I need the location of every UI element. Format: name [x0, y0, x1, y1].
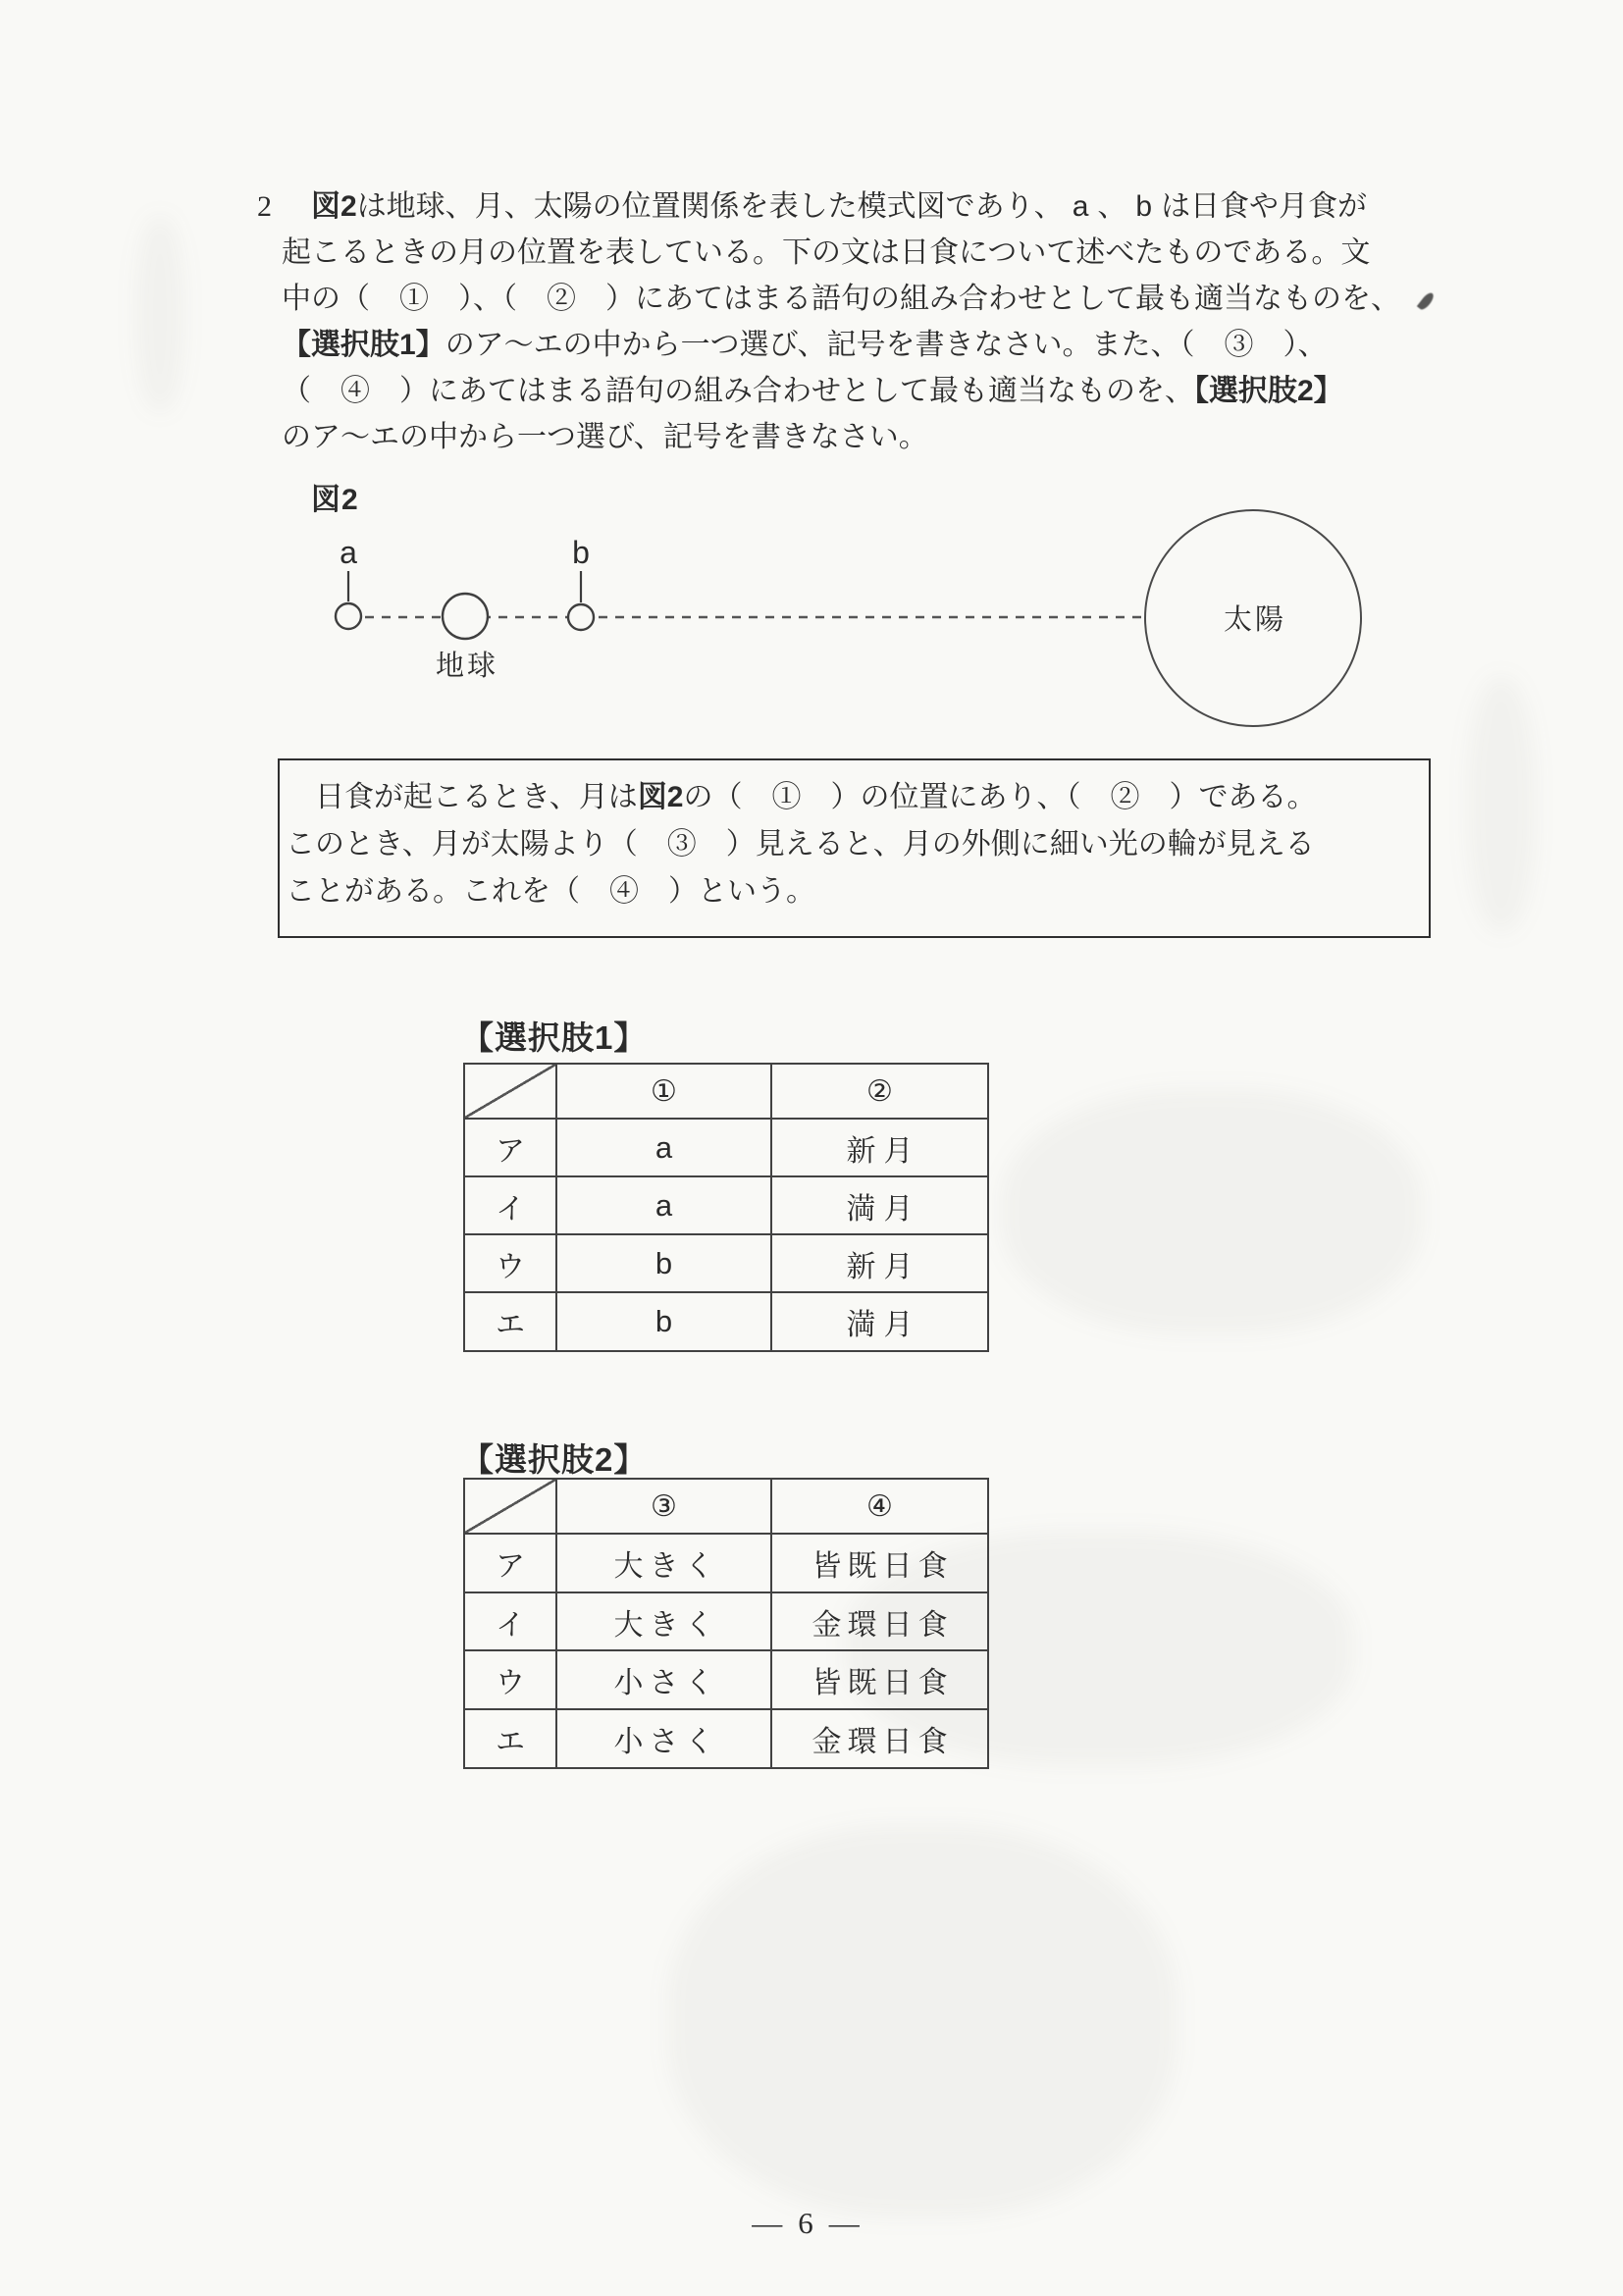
row-key: ウ — [465, 1651, 557, 1710]
page-number: 6 — [798, 2206, 813, 2240]
scan-artifact — [1001, 1089, 1423, 1334]
row-key: ア — [465, 1120, 557, 1177]
statement-text: 日食が起こるとき、月は — [286, 781, 638, 813]
row-key: ア — [465, 1535, 557, 1593]
choices2-title: 【選択肢2】 — [461, 1441, 648, 1478]
sun-label: 太陽 — [1223, 604, 1287, 636]
statement-text: の（ ① ）の位置にあり、（ ② ）である。 — [683, 781, 1317, 813]
choice-cell: 小さく — [557, 1710, 772, 1767]
choice-cell: 皆既日食 — [772, 1651, 987, 1710]
statement-box — [278, 758, 1431, 938]
choices1-title: 【選択肢1】 — [461, 1019, 648, 1056]
scan-artifact — [667, 1825, 1178, 2218]
figure-ref: 図2 — [637, 781, 684, 813]
question-line-1 — [257, 183, 1493, 230]
row-key: イ — [465, 1177, 557, 1235]
choices2-table — [463, 1478, 989, 1769]
point-a-label: a — [340, 535, 357, 570]
earth-label: 地球 — [435, 651, 499, 682]
header-cell-col1: ① — [557, 1065, 772, 1120]
choice-cell: b — [557, 1293, 772, 1350]
row-key: ウ — [465, 1235, 557, 1293]
question-line-4 — [282, 322, 1493, 368]
footer-dash-left: — — [752, 2206, 783, 2240]
choice-cell: 大きく — [557, 1593, 772, 1651]
earth-circle — [443, 594, 488, 639]
question-number: 2 — [257, 190, 272, 223]
statement-line-3 — [286, 868, 1415, 915]
question-line-5 — [282, 368, 1493, 414]
question-text: は地球、月、太陽の位置関係を表した模式図であり、 — [356, 190, 1064, 223]
question-text: （ ④ ）にあてはまる語句の組み合わせとして最も適当なものを、 — [282, 375, 1194, 407]
choice-cell: 金環日食 — [812, 1726, 954, 1758]
point-b-ref: b — [1135, 190, 1153, 223]
question-text: は日食や月食が — [1161, 190, 1368, 223]
question-text: 中の（ ① ）、（ ② ）にあてはまる語句の組み合わせとして最も適当なものを、 — [282, 283, 1400, 315]
statement-text: このとき、月が太陽より（ ③ ）見えると、月の外側に細い光の輪が見える — [286, 828, 1315, 861]
choice-cell: 大きく — [557, 1535, 772, 1593]
statement-text: ことがある。これを（ ④ ）という。 — [286, 875, 815, 908]
row-key: エ — [465, 1710, 557, 1767]
point-b-label: b — [572, 535, 590, 570]
question-line-2 — [282, 230, 1493, 276]
figure2-title: 図2 — [311, 484, 359, 516]
choice-cell: 皆既日食 — [772, 1535, 987, 1593]
question-text: のア～エの中から一つ選び、記号を書きなさい。また、（ ③ ）、 — [445, 329, 1328, 361]
moon-position-a-circle — [336, 603, 361, 629]
choices2-ref: 【選択肢2】 — [1194, 375, 1343, 407]
page-footer — [0, 2206, 1617, 2241]
row-key: エ — [465, 1293, 557, 1350]
point-a-ref: a — [1072, 190, 1089, 223]
statement-line-2 — [286, 821, 1415, 868]
choices1-table — [463, 1063, 989, 1352]
header-diagonal-cell — [465, 1480, 557, 1535]
choice-cell: 金環日食 — [772, 1593, 987, 1651]
question-line-3 — [282, 276, 1493, 322]
moon-position-b-circle — [568, 604, 594, 630]
choices1-ref: 【選択肢1】 — [282, 329, 445, 361]
choice-cell: b — [557, 1235, 772, 1293]
choice-cell: 満月 — [846, 1309, 921, 1341]
header-cell-col1: ③ — [557, 1480, 772, 1535]
figure-ref: 図2 — [311, 190, 357, 223]
figure2-diagram — [324, 500, 1393, 736]
header-diagonal-cell — [465, 1065, 557, 1120]
question-block — [257, 183, 1493, 460]
choice-cell: a — [557, 1120, 772, 1177]
question-line-6 — [282, 414, 1493, 460]
statement-line-1 — [286, 774, 1415, 821]
header-cell-col2: ② — [772, 1065, 987, 1120]
scan-artifact — [135, 216, 184, 412]
scan-artifact — [1467, 677, 1536, 932]
question-text: 、 — [1097, 190, 1127, 223]
header-cell-col2: ④ — [772, 1480, 987, 1535]
row-key: イ — [465, 1593, 557, 1651]
choice-cell: 新月 — [772, 1120, 987, 1177]
choice-cell: 小さく — [557, 1651, 772, 1710]
question-text: のア～エの中から一つ選び、記号を書きなさい。 — [282, 421, 928, 453]
choice-cell: 満月 — [772, 1177, 987, 1235]
choice-cell: a — [557, 1177, 772, 1235]
choice-cell: 新月 — [772, 1235, 987, 1293]
footer-dash-right: — — [828, 2206, 860, 2240]
question-text: 起こるときの月の位置を表している。下の文は日食について述べたものである。文 — [282, 236, 1371, 269]
